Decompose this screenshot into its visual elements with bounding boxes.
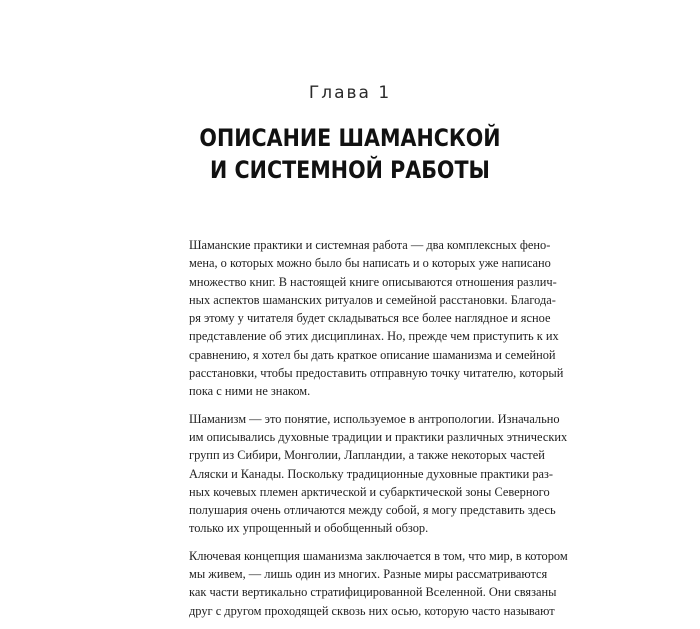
chapter-label: Глава 1 xyxy=(308,83,392,103)
text-line: пока с ними не знаком. xyxy=(189,384,311,399)
paragraph xyxy=(189,236,564,401)
chapter-title-line-2: И СИСТЕМНОЙ РАБОТЫ xyxy=(210,156,490,184)
text-line: Шаманские практики и системная работа — два комплексных фено- xyxy=(189,238,551,252)
text-line: ных кочевых племен арктической и субарктической зоны Северного xyxy=(189,484,550,499)
text-line: множество книг. В настоящей книге описываются отношения различ- xyxy=(189,274,557,289)
chapter-title-line-1: ОПИСАНИЕ ШАМАНСКОЙ xyxy=(199,124,501,152)
text-line: Шаманизм — это понятие, используемое в антропологии. Изначально xyxy=(189,411,560,426)
text-line: Аляски и Канады. Поскольку традиционные духовные практики раз- xyxy=(189,466,554,481)
text-line: расстановки, чтобы предоставить отправную точку читателю, который xyxy=(189,366,564,381)
text-line: только их упрощенный и обобщенный обзор. xyxy=(189,521,429,536)
paragraph xyxy=(189,547,568,620)
text-line: Ключевая концепция шаманизма заключается в том, что мир, в котором xyxy=(189,548,568,563)
body-text xyxy=(189,236,568,629)
text-line: сравнению, я хотел бы дать краткое описание шаманизма и семейной xyxy=(189,347,556,362)
text-line: как части вертикально стратифицированной Вселенной. Они связаны xyxy=(189,585,557,600)
text-line: друг с другом проходящей сквозь них осью, которую часто называют xyxy=(189,603,555,618)
text-line: им описывались духовные традиции и практики различных этнических xyxy=(189,429,568,444)
text-line: представление об этих дисциплинах. Но, прежде чем приступить к их xyxy=(189,329,559,344)
paragraph xyxy=(189,410,568,538)
chapter-title xyxy=(49,122,651,186)
text-line: полушария очень отличаются между собой, я могу представить здесь xyxy=(189,503,556,518)
text-line: ря этому у читателя будет складываться все более наглядное и ясное xyxy=(189,311,551,326)
text-line: мена, о которых можно было бы написать и о которых уже написано xyxy=(189,256,551,271)
text-line: мы живем, — лишь один из многих. Разные миры рассматриваются xyxy=(189,567,548,582)
text-line: групп из Сибири, Монголии, Лапландии, а также некоторых частей xyxy=(189,448,545,463)
text-line: ных аспектов шаманских ритуалов и семейной расстановки. Благода- xyxy=(189,292,556,307)
